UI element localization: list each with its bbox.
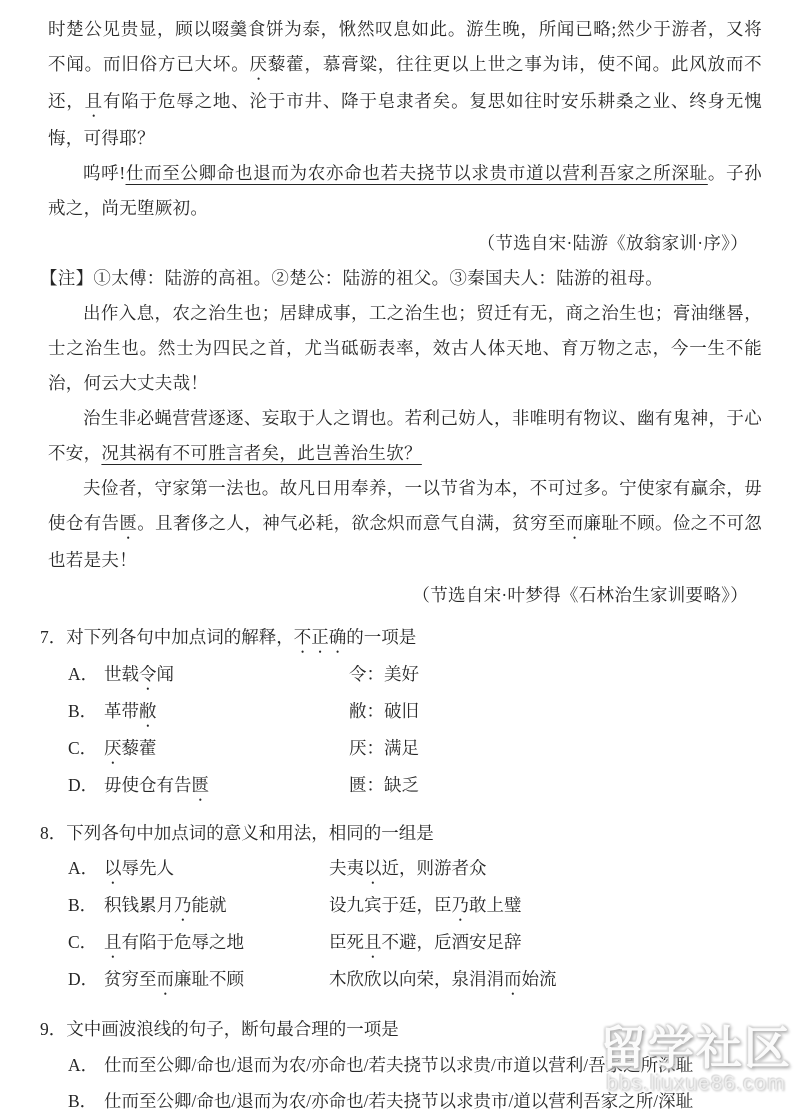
underlined-text: 仕而至公卿命也退而为农亦命也若夫挠节以求贵市道以营利吾家之所深耻	[125, 163, 708, 183]
text-run: 有陷于危辱之地、沦于市井、降于皂隶者矣。复思如往时安乐耕桑之业、终身无愧悔，可得耶？	[48, 91, 763, 148]
text-run: 7．对下列各句中加点词的解释，	[40, 627, 294, 647]
text-run: 的一项是	[346, 627, 417, 647]
text-run: 积钱累月	[104, 895, 174, 915]
q7-option-c-phrase	[104, 731, 349, 768]
q8-option-c-phrase2	[329, 925, 522, 962]
text-run: 治生非必蝇营营逐逐、妄取于人之谓也。若利己妨人，非唯明有物议、幽有鬼神，于心不安，	[48, 408, 762, 463]
dot-emphasized-text: 厌	[104, 738, 122, 758]
dot-emphasized-text: 以	[364, 858, 382, 878]
passage1-note: 【注】①太傅：陆游的高祖。②楚公：陆游的祖父。③秦国夫人：陆游的祖母。	[40, 268, 663, 288]
q9-option-a-text: 仕而至公卿/命也/退而为农/亦命也/若夫挠节以求贵/市道以营利/吾家之所深耻	[104, 1055, 694, 1075]
dot-emphasized-text: 而	[504, 969, 522, 989]
question-7	[40, 619, 762, 805]
q8-option-b-phrase1	[104, 888, 329, 925]
q8-option-a	[68, 851, 762, 888]
q8-option-b	[68, 888, 762, 925]
passage1-paragraph-1	[48, 12, 762, 156]
dot-emphasized-text: 匮	[119, 513, 138, 533]
q7-option-d-phrase	[104, 768, 349, 805]
question-7-stem	[40, 619, 762, 657]
q8-option-d	[68, 962, 762, 999]
q8-option-d-label: D．	[68, 969, 99, 989]
dot-emphasized-text: 乃	[174, 895, 192, 915]
q8-option-a-phrase1	[104, 851, 329, 888]
q7-option-d-gloss: 匮：缺乏	[349, 775, 419, 795]
q7-option-c-label: C．	[68, 738, 98, 758]
text-run: 夫夷	[329, 858, 364, 878]
passage1-source: （节选自宋·陆游《放翁家训·序》）	[477, 233, 748, 253]
dot-emphasized-text: 匮	[191, 775, 209, 795]
passage2-paragraph-3	[48, 471, 762, 578]
dot-emphasized-text: 乃	[451, 895, 469, 915]
text-run: 设九宾于廷，臣	[329, 895, 452, 915]
site-watermark	[600, 1023, 792, 1096]
q7-option-c-gloss: 厌：满足	[349, 738, 419, 758]
dot-emphasized-text: 而	[156, 969, 174, 989]
q7-option-b-label: B．	[68, 701, 98, 721]
text-run: 廉耻不顾	[174, 969, 244, 989]
q7-option-a-gloss: 令：美好	[349, 664, 419, 684]
text-run: 藜藿，慕膏粱，往往更以上世之事为讳，使不闻。此风放而不还，	[48, 54, 762, 111]
question-7-options	[68, 657, 762, 805]
text-run: 廉耻不顾。俭之不可忽也若是夫！	[48, 513, 763, 570]
q8-option-b-label: B．	[68, 895, 98, 915]
text-run: 时楚公见贵显，顾以啜羹食饼为泰，愀然叹息如此。游生晚，所闻已略;然少于游者，又将不闻。而旧俗方已大坏。	[48, 19, 762, 74]
text-run: 不避，卮酒安足辞	[381, 932, 522, 952]
passage2-paragraph-2	[48, 401, 762, 471]
dot-emphasized-text: 令	[139, 664, 157, 684]
q7-option-a-phrase	[104, 657, 349, 694]
text-run: 夫俭者，守家第一法也。故凡日用奉养，一以节省为本，不可过多。宁使家有赢余，毋使仓有告	[48, 478, 762, 533]
q8-option-c-label: C．	[68, 932, 98, 952]
question-8	[40, 815, 762, 999]
text-run: 能就	[191, 895, 227, 915]
text-run: 始流	[521, 969, 557, 989]
text-run: 呜呼!	[83, 163, 126, 183]
text-run: 毋使仓有告	[104, 775, 192, 795]
q8-option-d-phrase1	[104, 962, 329, 999]
q7-option-b-gloss: 敝：破旧	[349, 701, 419, 721]
q9-option-a-label: A．	[68, 1055, 99, 1075]
q8-option-a-label: A．	[68, 858, 99, 878]
q8-option-c	[68, 925, 762, 962]
q8-option-b-phrase2	[329, 888, 522, 925]
dot-emphasized-text: 敝	[139, 701, 157, 721]
text-run: 辱先人	[121, 858, 174, 878]
passage2-paragraph-1: 出作入息，农之治生也；居肆成事，工之治生也；贸迁有无，商之治生也；膏油继晷，士之治生也。然士为四民之首，尤当砥砺表率，效古人体天地、育万物之志，今一生不能治，何云大丈夫哉！	[48, 303, 762, 393]
question-9-stem: 9．文中画波浪线的句子，断句最合理的一项是	[40, 1019, 399, 1039]
q8-option-c-phrase1	[104, 925, 329, 962]
q7-option-b-phrase	[104, 694, 349, 731]
q7-option-d	[68, 768, 762, 805]
text-run: 贫穷至	[104, 969, 157, 989]
text-run: 藜藿	[121, 738, 157, 758]
dot-emphasized-text: 以	[104, 858, 122, 878]
question-8-stem: 8．下列各句中加点词的意义和用法，相同的一组是	[40, 823, 434, 843]
question-8-options	[68, 851, 762, 999]
text-run: 木欣欣以向荣，泉涓涓	[329, 969, 504, 989]
text-run: 世载	[104, 664, 139, 684]
text-run: 革带	[104, 701, 139, 721]
q7-option-c	[68, 731, 762, 768]
text-run: 闻	[156, 664, 174, 684]
q9-option-b-text: 仕而至公卿/命也/退而为农/亦命也/若夫挠节以求贵市/道以营利吾家之所/深耻	[104, 1091, 694, 1111]
passage2-source: （节选自宋·叶梦得《石林治生家训要略》）	[412, 585, 748, 605]
q7-option-a	[68, 657, 762, 694]
underlined-text: 况其祸有不可胜言者矣，此岂善治生欤？	[101, 443, 422, 463]
dot-emphasized-text: 而	[565, 513, 584, 533]
text-run: 。且奢侈之人，神气必耗，欲念炽而意气自满，贫穷至	[137, 513, 566, 533]
text-run: 臣死	[329, 932, 364, 952]
watermark-site-url: bbs.liuxue86.com	[606, 1072, 786, 1095]
text-run: 敢上璧	[469, 895, 522, 915]
watermark-logo-text: 留学社区	[600, 1022, 792, 1075]
q7-option-d-label: D．	[68, 775, 99, 795]
q7-option-a-label: A．	[68, 664, 99, 684]
dot-emphasized-text: 厌	[249, 54, 268, 74]
dot-emphasized-text: 且	[84, 91, 103, 111]
text-run: 有陷于危辱之地	[121, 932, 244, 952]
text-run: 。子孙戒之，尚无堕厥初。	[48, 163, 762, 218]
passage1-paragraph-2	[48, 156, 762, 226]
q9-option-b-label: B．	[68, 1091, 98, 1111]
dot-emphasized-text: 且	[364, 932, 382, 952]
q7-option-b	[68, 694, 762, 731]
q8-option-a-phrase2	[329, 851, 487, 888]
text-run: 近，则游者众	[381, 858, 487, 878]
dot-emphasized-text: 不正确	[293, 627, 347, 647]
dot-emphasized-text: 且	[104, 932, 122, 952]
q8-option-d-phrase2	[329, 962, 557, 999]
